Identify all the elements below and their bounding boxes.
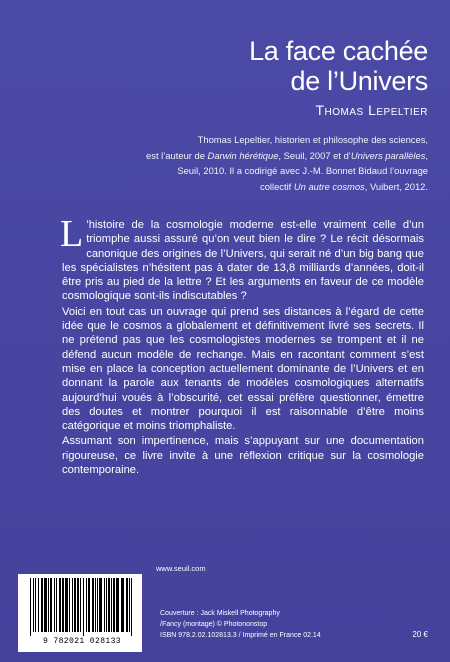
publisher-url: www.seuil.com	[156, 564, 206, 573]
drop-cap: L	[60, 213, 84, 255]
isbn-barcode	[18, 574, 142, 652]
title-block	[249, 36, 428, 118]
bio-text: Thomas Lepeltier, historien et philosophe des sciences,	[197, 134, 428, 145]
cover-credit: Couverture : Jack Miskell Photography	[160, 610, 280, 617]
blurb	[60, 213, 424, 478]
bio-text: est l’auteur de	[146, 149, 208, 161]
blurb-paragraph-2: Voici en tout cas un ouvrage qui prend ses distances à l’égard de cette idée que le cosmos a globalement et définitivement livré ses secrets. Il ne prétend pas que les cosmologistes modernes se trompent et il ne défend aucun modèle de rechange. Mais en racontant comment s’est mise en place la conception actuellement dominante de l’Univers et en donnant la parole aux tenants de modèles cosmologiques alternatifs aujourd’hui voués à l’obscurité, cet essai préfère questionner, émettre des doutes et montrer pourquoi il est raisonnable d’être moins catégorique et moins triomphaliste.	[62, 305, 424, 433]
credits	[160, 608, 321, 641]
bio-text: Seuil, 2010. Il a codirigé avec J.-M. Bonnet Bidaud l’ouvrage	[177, 165, 428, 176]
cover-credit: /Fancy (montage) © Photononstop	[160, 621, 268, 628]
bio-book-title: Un autre cosmos	[293, 180, 365, 192]
bio-book-title: Darwin hérétique	[207, 149, 279, 161]
barcode-icon	[28, 578, 136, 636]
blurb-paragraph-3: Assumant son impertinence, mais s’appuyant sur une documentation rigoureuse, ce livre invite à une réflexion critique sur la cosmologie contemporaine.	[62, 435, 424, 477]
bio-text: , Vuibert, 2012.	[364, 180, 428, 192]
bio-text: ,	[425, 149, 428, 161]
book-title-line-1: La face cachée	[249, 36, 428, 66]
bio-book-title: Univers parallèles	[350, 149, 426, 161]
price: 20 €	[412, 630, 428, 639]
book-title-line-2: de l’Univers	[290, 66, 428, 96]
isbn-line: ISBN 978.2.02.102813.3 / Imprimé en France 02.14	[160, 632, 321, 639]
barcode-digits: 9 782021 028133	[42, 637, 121, 646]
bio-text: , Seuil, 2007 et d’	[278, 149, 351, 161]
blurb-text: ’histoire de la cosmologie moderne est-elle vraiment celle d’un triomphe aussi assuré qu’on veut bien le dire ? Le récit désormais canonique des origines de l’Univers, qui serait né d’un big bang que les spécialistes n’hésitent pas à dater de 13,8 milliards d’années, doit-il être pris au pied de la lettre ? Et les arguments en faveur de ce modèle cosmologique sont-ils indiscutables ?	[62, 219, 424, 303]
author-name: Thomas Lepeltier	[315, 102, 428, 118]
blurb-paragraph-1	[60, 213, 424, 304]
bio-text: collectif	[260, 180, 294, 192]
author-bio	[88, 132, 428, 194]
